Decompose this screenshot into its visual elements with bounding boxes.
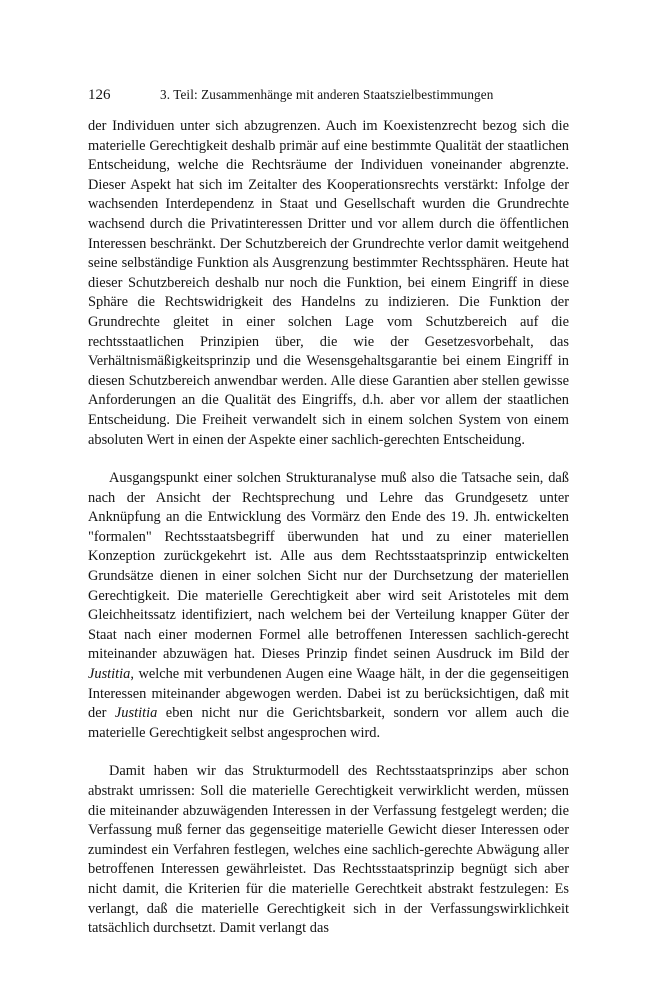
justitia-term-2: Justitia: [114, 705, 158, 722]
paragraph-1: der Individuen unter sich abzugrenzen. Auch im Koexistenzrecht bezog sich die materielle Gerechtigkeit deshalb primär auf eine bestimmte Qualität der staatlichen Entscheidung, welche die Rechtsräume der Individuen voneinander abgrenzte. Dieser Aspekt hat sich im Zeitalter des Kooperationsrechts verstärkt: Infolge der wachsenden Interdependenz in Staat und Gesellschaft wurden die Grundrechte wachsend durch die Privatinteressen Dritter und vor allem durch die öffentlichen Interessen beschränkt. Der Schutzbereich der Grundrechte verlor damit weitgehend seine selbständige Funktion als Ausgrenzung bestimmter Rechtssphären. Heute hat dieser Schutzbereich deshalb nur noch die Funktion, bei einem Eingriff in diese Sphäre die Rechtswidrigkeit des Handelns zu indizieren. Die Funktion der Grundrechte gleitet in einer solchen Lage vom Schutzbereich auf die rechtsstaatlichen Prinzipien über, die wie der Gesetzesvorbehalt, das Verhältnismäßigkeitsprinzip und die Wesensgehaltsgarantie bei einem Eingriff in diesen Schutzbereich anwendbar werden. Alle diese Garantien aber stellen gewisse Anforderungen an die Qualität des Eingriffs, d.h. aber vor allem der staatlichen Entscheidung. Die Freiheit verwandelt sich in einem solchen System von einem absoluten Wert in einen der Aspekte einer sachlich-gerechten Entscheidung.: [88, 118, 569, 448]
paragraph-2-part-a: Ausgangspunkt einer solchen Strukturanalyse muß also die Tatsache sein, daß nach der Ansicht der Rechtsprechung und Lehre das Grundgesetz unter Anknüpfung an die Entwicklung des Vormärz den Ende des 19. Jh. entwickelten "formalen" Rechtsstaatsbegriff überwunden hat und zu einer materiellen Konzeption zurückgekehrt ist. Alle aus dem Rechtsstaatsprinzip entwickelten Grundsätze dienen in einer solchen Sicht nur der Durchsetzung der materiellen Gerechtigkeit. Die materielle Gerechtigkeit aber wird seit Aristoteles mit dem Gleichheitssatz identifiziert, nach welchem bei der Verteilung knapper Güter der Staat nach einer modernen Formel alle betroffenen Interessen sachlich-gerecht miteinander abzuwägen hat. Dieses Prinzip findet seinen Ausdruck im Bild der: [88, 470, 569, 663]
paragraph-3: Damit haben wir das Strukturmodell des Rechtsstaatsprinzips aber schon abstrakt umrissen: Soll die materielle Gerechtigkeit verwirklicht werden, müssen die miteinander abzuwägenden Interessen in der Verfassung festgelegt werden; die Verfassung muß ferner das gegenseitige materielle Gewicht dieser Interessen oder zumindest ein Verfahren festlegen, welches eine sachlich-gerechte Abwägung aller betroffenen Interessen gewährleistet. Das Rechtsstaatsprinzip begnügt sich aber nicht damit, die Kriterien für die materielle Gerechtkeit abstrakt festzulegen: Es verlangt, daß die materielle Gerechtigkeit sich in der Verfassungswirklichkeit tatsächlich durchsetzt. Damit verlangt das: [88, 763, 569, 937]
page-number: 126: [88, 87, 111, 103]
page-header: [88, 86, 568, 105]
paragraph-2: [88, 469, 569, 743]
justitia-term-1: Justitia: [88, 666, 131, 683]
page-body: [88, 117, 569, 939]
paragraph-2-part-b: , welche mit verbundenen Augen eine Waage hält, in der die gegenseitigen Interessen miteinander abgewogen werden. Dabei ist zu berücksichtigen, daß mit der: [88, 666, 569, 722]
running-title: 3. Teil: Zusammenhänge mit anderen Staatszielbestimmungen: [160, 87, 494, 102]
paragraph-2-part-c: eben nicht nur die Gerichtsbarkeit, sondern vor allem auch die materielle Gerechtigkeit selbst angesprochen wird.: [88, 705, 569, 741]
